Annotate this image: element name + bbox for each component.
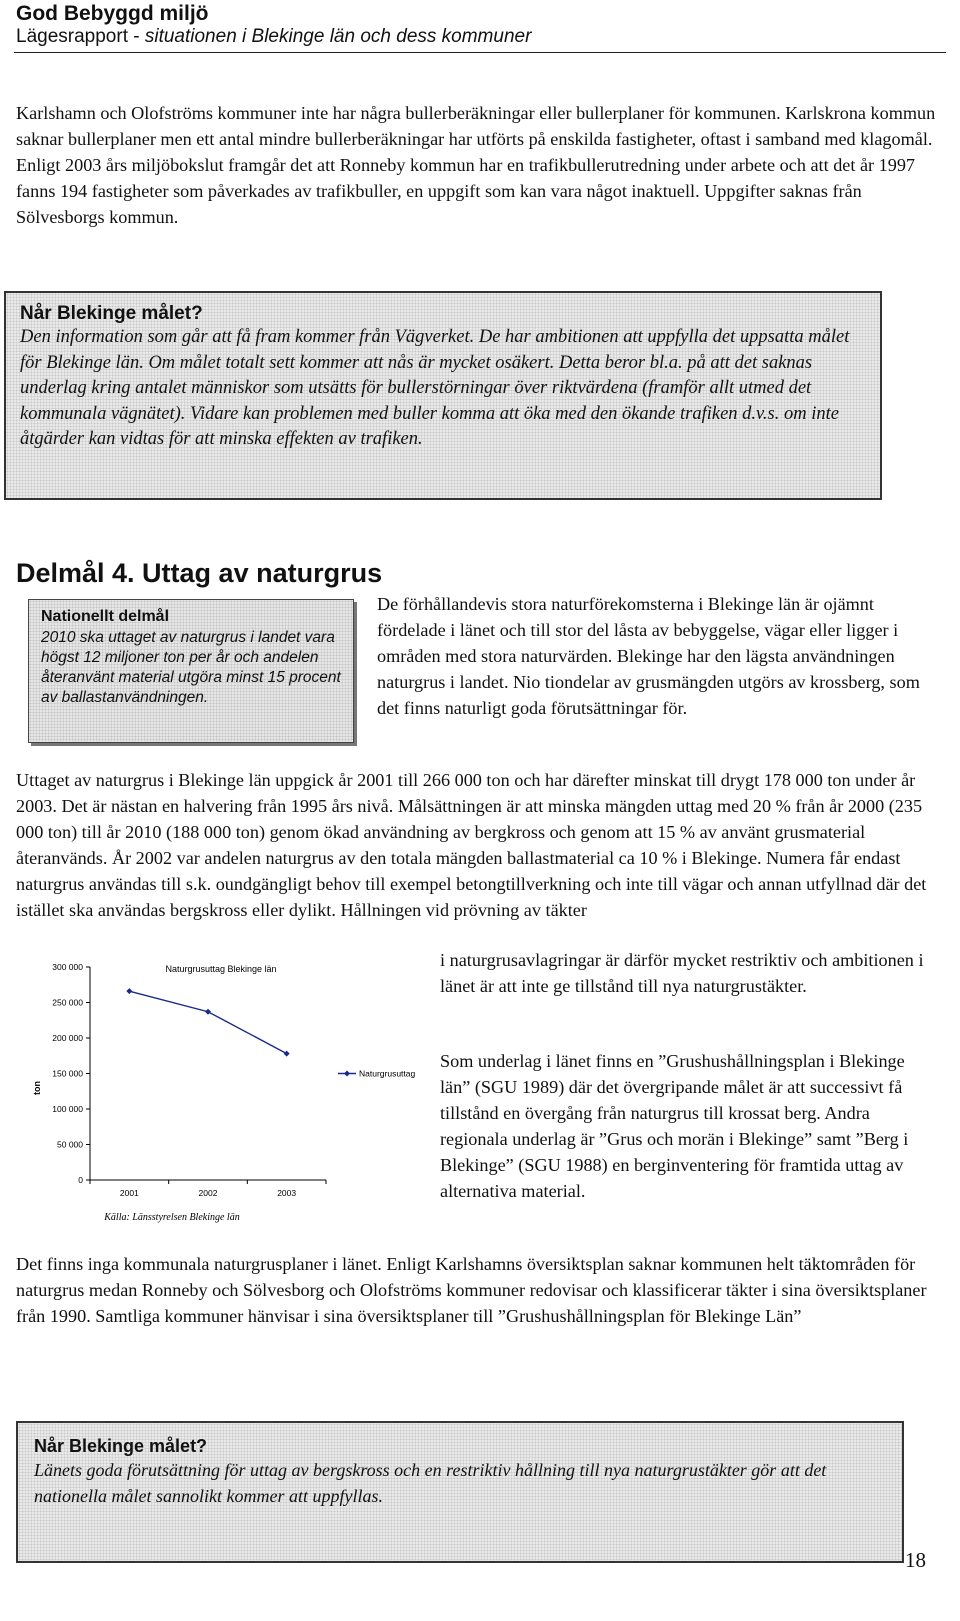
box-body: Den information som går att få fram kommer från Vägverket. De har ambitionen att uppfylla det uppsatta målet för Blekinge län. Om målet totalt sett kommer att nås är mycket osäkert. Detta beror bl.a. på att det saknas underlag kring antalet människor som utsätts för bullerstörningar över riktvärdena (framför allt utmed det kommunala vägnätet). Vidare kan problemen med buller komma att öka med den ökande trafiken d.v.s. om inte åtgärder kan vidtas för att minska effekten av trafiken. xyxy=(20,327,850,449)
section-heading: Delmål 4. Uttag av naturgrus xyxy=(16,558,383,588)
goal-heading: Nationellt delmål xyxy=(41,608,170,625)
chart-axes xyxy=(90,967,326,1180)
chart-title: Naturgrusuttag Blekinge län xyxy=(165,964,277,974)
chart-y-tick-label: 200 000 xyxy=(52,1033,83,1043)
extraction-paragraph: Uttaget av naturgrus i Blekinge län uppgick år 2001 till 266 000 ton och har därefter minskat till drygt 178 000 ton under år 2003. Det är nästan en halvering från 1995 års nivå. Målsättningen är att minska mängden uttag med 20 % från år 2000 (235 000 ton) till år 2010 (188 000 ton) genom ökad användning av bergkross och genom att 15 % av använt grusmaterial återanvänds. År 2002 var andelen naturgrus av den totala mängden ballastmaterial ca 10 % i Blekinge. Numera får endast naturgrus användas till s.k. oundgängligt behov till exempel betongtillverkning och inte till vägar och annan utfyllnad där det istället ska användas bergskross eller dylikt. Hållningen vid prövning av täkter xyxy=(16,770,927,920)
chart-x-tick-label: 2001 xyxy=(119,1188,139,1198)
box-heading: Når Blekinge målet? xyxy=(20,303,203,324)
chart-series xyxy=(126,988,289,1056)
page-number: 18 xyxy=(905,1548,926,1572)
chart-source: Källa: Länsstyrelsen Blekinge län xyxy=(104,1212,240,1223)
header-divider xyxy=(14,52,946,53)
naturgrus-chart xyxy=(28,955,428,1230)
legend-marker xyxy=(344,1071,350,1077)
goal-assessment-box-gravel xyxy=(16,1421,904,1563)
chart-y-tick-label: 0 xyxy=(78,1175,83,1185)
chart-svg xyxy=(28,955,428,1230)
national-goal-box xyxy=(28,599,354,743)
goal-body: 2010 ska uttaget av naturgrus i landet vara högst 12 miljoner ton per år och andelen återanvänt material utgöra minst 15 procent av ballastanvändningen. xyxy=(41,629,341,706)
chart-legend xyxy=(338,1069,415,1079)
chart-y-tick-label: 150 000 xyxy=(52,1068,83,1079)
chart-x-ticks xyxy=(90,1180,326,1198)
goal-assessment-box-noise xyxy=(4,291,882,500)
box2-body: Länets goda förutsättning för uttag av bergskross och en restriktiv hållning till nya naturgrustäkter gör att det nationella målet sannolikt kommer att uppfyllas. xyxy=(34,1460,827,1506)
side-paragraph-1: i naturgrusavlagringar är därför mycket restriktiv och ambitionen i länet är att inte ge tillstånd till nya naturgrustäkter. xyxy=(440,950,924,996)
chart-y-ticks xyxy=(52,962,90,1185)
document-subtitle xyxy=(16,26,531,48)
intro-paragraph: Karlshamn och Olofströms kommuner inte har några bullerberäkningar eller bullerplaner för kommunen. Karlskrona kommun saknar bullerplaner men ett antal mindre bullerberäkningar har utförts på enskilda fastigheter, oftast i samband med klagomål. Enligt 2003 års miljöbokslut framgår det att Ronneby kommun har en trafikbullerutredning under arbete och att det år 1997 fanns 194 fastigheter som påverkades av trafikbuller, en uppgift som kan vara något inaktuell. Uppgifter saknas från Sölvesborgs kommun. xyxy=(16,103,936,227)
chart-y-tick-label: 100 000 xyxy=(52,1104,83,1114)
chart-data-point xyxy=(284,1051,290,1057)
bottom-paragraph: Det finns inga kommunala naturgrusplaner i länet. Enligt Karlshamns översiktsplan saknar kommunen helt täktområden för naturgrus medan Ronneby och Sölvesborg och Olofströms kommuner redovisar och klassificerar täkter i sina översiktsplaner från 1990. Samtliga kommuner hänvisar i sina översiktsplaner till ”Grushushållningsplan för Blekinge Län” xyxy=(16,1254,927,1326)
subtitle-italic: situationen i Blekinge län och dess kommuner xyxy=(144,26,532,47)
box2-heading: Når Blekinge målet? xyxy=(34,1436,208,1456)
chart-series-line xyxy=(129,991,286,1053)
chart-y-tick-label: 250 000 xyxy=(52,997,83,1008)
chart-data-point xyxy=(126,988,132,994)
chart-y-tick-label: 300 000 xyxy=(52,962,83,972)
chart-data-point xyxy=(205,1009,211,1015)
document-title: God Bebyggd miljö xyxy=(16,2,209,25)
chart-x-tick-label: 2002 xyxy=(198,1188,218,1198)
side-paragraph-2: Som underlag i länet finns en ”Grushushållningsplan i Blekinge län” (SGU 1989) där det övergripande målet är att successivt få tillstånd en övergång från naturgrus till krossat berg. Andra regionala underlag är ”Grus och morän i Blekinge” samt ”Berg i Blekinge” (SGU 1988) en berginventering för framtida uttag av alternativa material. xyxy=(440,1051,909,1201)
subtitle-prefix: Lägesrapport - xyxy=(16,26,145,47)
chart-y-tick-label: 50 000 xyxy=(57,1139,83,1150)
right-paragraph: De förhållandevis stora naturförekomsterna i Blekinge län är ojämnt fördelade i länet och till stor del låsta av bebyggelse, vägar eller ligger i områden med stora naturvärden. Blekinge har den lägsta användningen naturgrus i landet. Nio tiondelar av grusmängden utgörs av krossberg, som det finns naturligt goda förutsättningar för. xyxy=(377,594,920,718)
chart-x-tick-label: 2003 xyxy=(277,1188,297,1198)
legend-label: Naturgrusuttag xyxy=(359,1068,416,1079)
chart-y-axis-label: ton xyxy=(32,1081,42,1095)
